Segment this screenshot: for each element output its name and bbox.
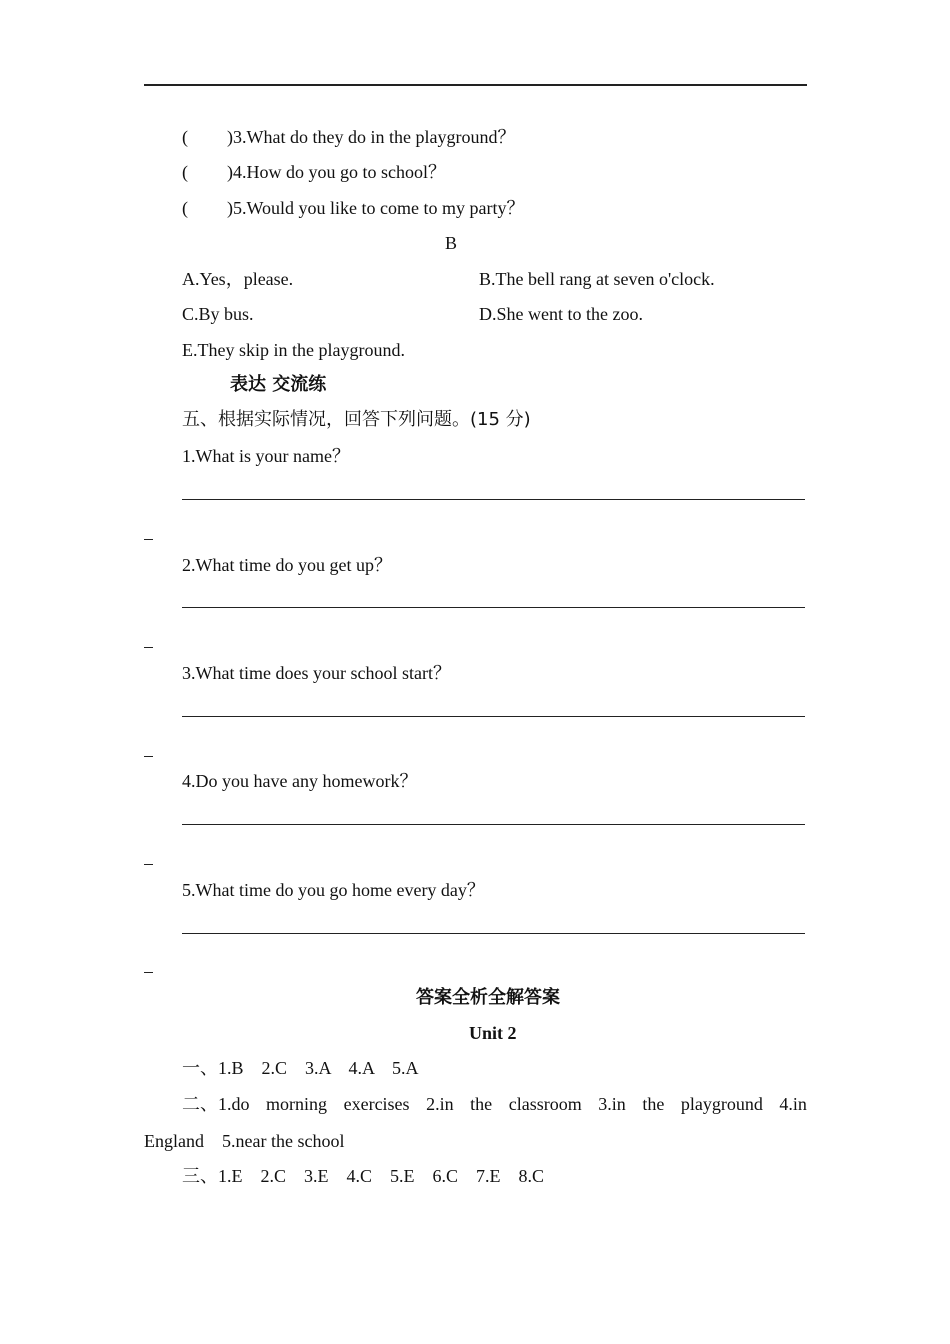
open-question-3: 3.What time does your school start？ bbox=[182, 663, 451, 683]
answer-paren-open[interactable]: ( bbox=[182, 127, 188, 147]
header-rule bbox=[144, 84, 807, 86]
answer-word: morning bbox=[266, 1094, 328, 1114]
answer-word: classroom bbox=[508, 1094, 582, 1114]
question-text: 3.What do they do in the playground？ bbox=[233, 127, 516, 147]
answer-line[interactable] bbox=[182, 607, 805, 608]
answer-line-overflow bbox=[144, 539, 153, 540]
question-text: 4.How do you go to school？ bbox=[233, 162, 446, 182]
answer-line-overflow bbox=[144, 756, 153, 757]
option-b: B.The bell rang at seven o'clock. bbox=[479, 269, 715, 289]
answer-word: the bbox=[642, 1094, 665, 1114]
section-title: 表达 交流练 bbox=[230, 374, 327, 395]
answer-line-overflow bbox=[144, 972, 153, 973]
answer-line-overflow bbox=[144, 647, 153, 648]
answer-word: the bbox=[470, 1094, 493, 1114]
open-question-4: 4.Do you have any homework？ bbox=[182, 771, 418, 791]
section-instruction: 五、根据实际情况，回答下列问题。(15 分) bbox=[182, 409, 531, 430]
option-c: C.By bus. bbox=[182, 304, 254, 324]
column-b-heading: B bbox=[445, 233, 458, 253]
answer-paren-close: ) bbox=[227, 162, 233, 182]
answer-word: 二、1.do bbox=[182, 1094, 250, 1114]
answer-part-3: 三、1.E 2.C 3.E 4.C 5.E 6.C 7.E 8.C bbox=[182, 1166, 545, 1186]
answer-word: exercises bbox=[343, 1094, 410, 1114]
answer-part-2-continued: England 5.near the school bbox=[144, 1131, 345, 1151]
answer-paren-open[interactable]: ( bbox=[182, 198, 188, 218]
option-d: D.She went to the zoo. bbox=[479, 304, 643, 324]
open-question-2: 2.What time do you get up？ bbox=[182, 555, 392, 575]
answer-part-2 bbox=[182, 1093, 807, 1115]
open-question-5: 5.What time do you go home every day？ bbox=[182, 880, 485, 900]
answer-word: playground bbox=[680, 1094, 763, 1114]
answer-paren-close: ) bbox=[227, 198, 233, 218]
option-a: A.Yes，please. bbox=[182, 269, 294, 289]
answer-word: 3.in bbox=[598, 1094, 626, 1114]
answer-line[interactable] bbox=[182, 499, 805, 500]
answer-line-overflow bbox=[144, 864, 153, 865]
option-e: E.They skip in the playground. bbox=[182, 340, 405, 360]
answer-word: 4.in bbox=[779, 1094, 807, 1114]
answer-line[interactable] bbox=[182, 716, 805, 717]
answer-line[interactable] bbox=[182, 824, 805, 825]
unit-title: Unit 2 bbox=[469, 1023, 517, 1043]
answer-paren-close: ) bbox=[227, 127, 233, 147]
answers-heading: 答案全析全解答案 bbox=[416, 987, 560, 1008]
answer-part-1: 一、1.B 2.C 3.A 4.A 5.A bbox=[182, 1058, 419, 1078]
answer-line[interactable] bbox=[182, 933, 805, 934]
open-question-1: 1.What is your name？ bbox=[182, 446, 350, 466]
question-text: 5.Would you like to come to my party？ bbox=[233, 198, 525, 218]
answer-word: 2.in bbox=[426, 1094, 454, 1114]
answer-paren-open[interactable]: ( bbox=[182, 162, 188, 182]
